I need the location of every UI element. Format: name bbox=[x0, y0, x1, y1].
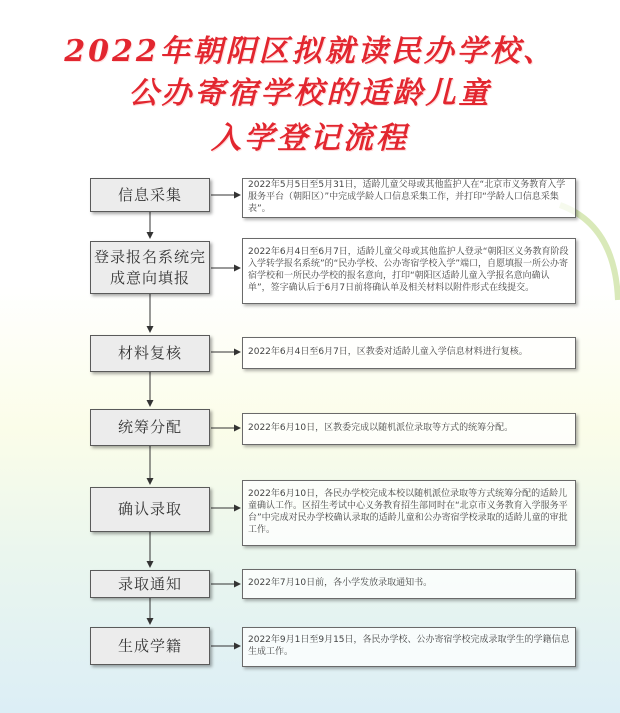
title-line-3: 入学登记流程 bbox=[211, 121, 409, 156]
step-box-student-status: 生成学籍 bbox=[90, 627, 210, 665]
step-box-confirm-admission: 确认录取 bbox=[90, 487, 210, 532]
title-line-1: 2022年朝阳区拟就读民办学校、 bbox=[64, 34, 556, 69]
step-desc-confirm-admission: 2022年6月10日，各民办学校完成本校以随机派位录取等方式统筹分配的适龄儿童确认工作。区招生考试中心义务教育招生部同时在“北京市义务教育入学服务平台”中完成对民办学校确认录取的适龄儿童和公办寄宿学校录取的适龄儿童的审批工作。 bbox=[242, 480, 576, 546]
step-desc-info-collection: 2022年5月5日至5月31日，适龄儿童父母或其他监护人在“北京市义务教育入学服务平台（朝阳区）”中完成学龄人口信息采集工作，并打印“学龄人口信息采集表”。 bbox=[242, 178, 576, 218]
step-desc-allocation: 2022年6月10日，区教委完成以随机派位录取等方式的统筹分配。 bbox=[242, 413, 576, 445]
step-box-info-collection: 信息采集 bbox=[90, 178, 210, 212]
step-box-admission-notice: 录取通知 bbox=[90, 570, 210, 598]
step-box-material-review: 材料复核 bbox=[90, 335, 210, 372]
title-line-2: 公办寄宿学校的适龄儿童 bbox=[128, 76, 492, 111]
step-desc-student-status: 2022年9月1日至9月15日，各民办学校、公办寄宿学校完成录取学生的学籍信息生成工作。 bbox=[242, 627, 576, 667]
step-desc-material-review: 2022年6月4日至6月7日，区教委对适龄儿童入学信息材料进行复核。 bbox=[242, 337, 576, 369]
step-box-registration: 登录报名系统完成意向填报 bbox=[90, 241, 210, 294]
step-desc-registration: 2022年6月4日至6月7日，适龄儿童父母或其他监护人登录“朝阳区义务教育阶段入学转学报名系统”的“民办学校、公办寄宿学校入学”端口，自愿填报一所公办寄宿学校和一所民办学校的报名意向，打印“朝阳区适龄儿童入学报名意向确认单”，签字确认后于6月7日前将确认单及相关材料以附件形式在线提交。 bbox=[242, 238, 576, 304]
step-box-allocation: 统筹分配 bbox=[90, 409, 210, 446]
step-desc-admission-notice: 2022年7月10日前，各小学发放录取通知书。 bbox=[242, 569, 576, 599]
